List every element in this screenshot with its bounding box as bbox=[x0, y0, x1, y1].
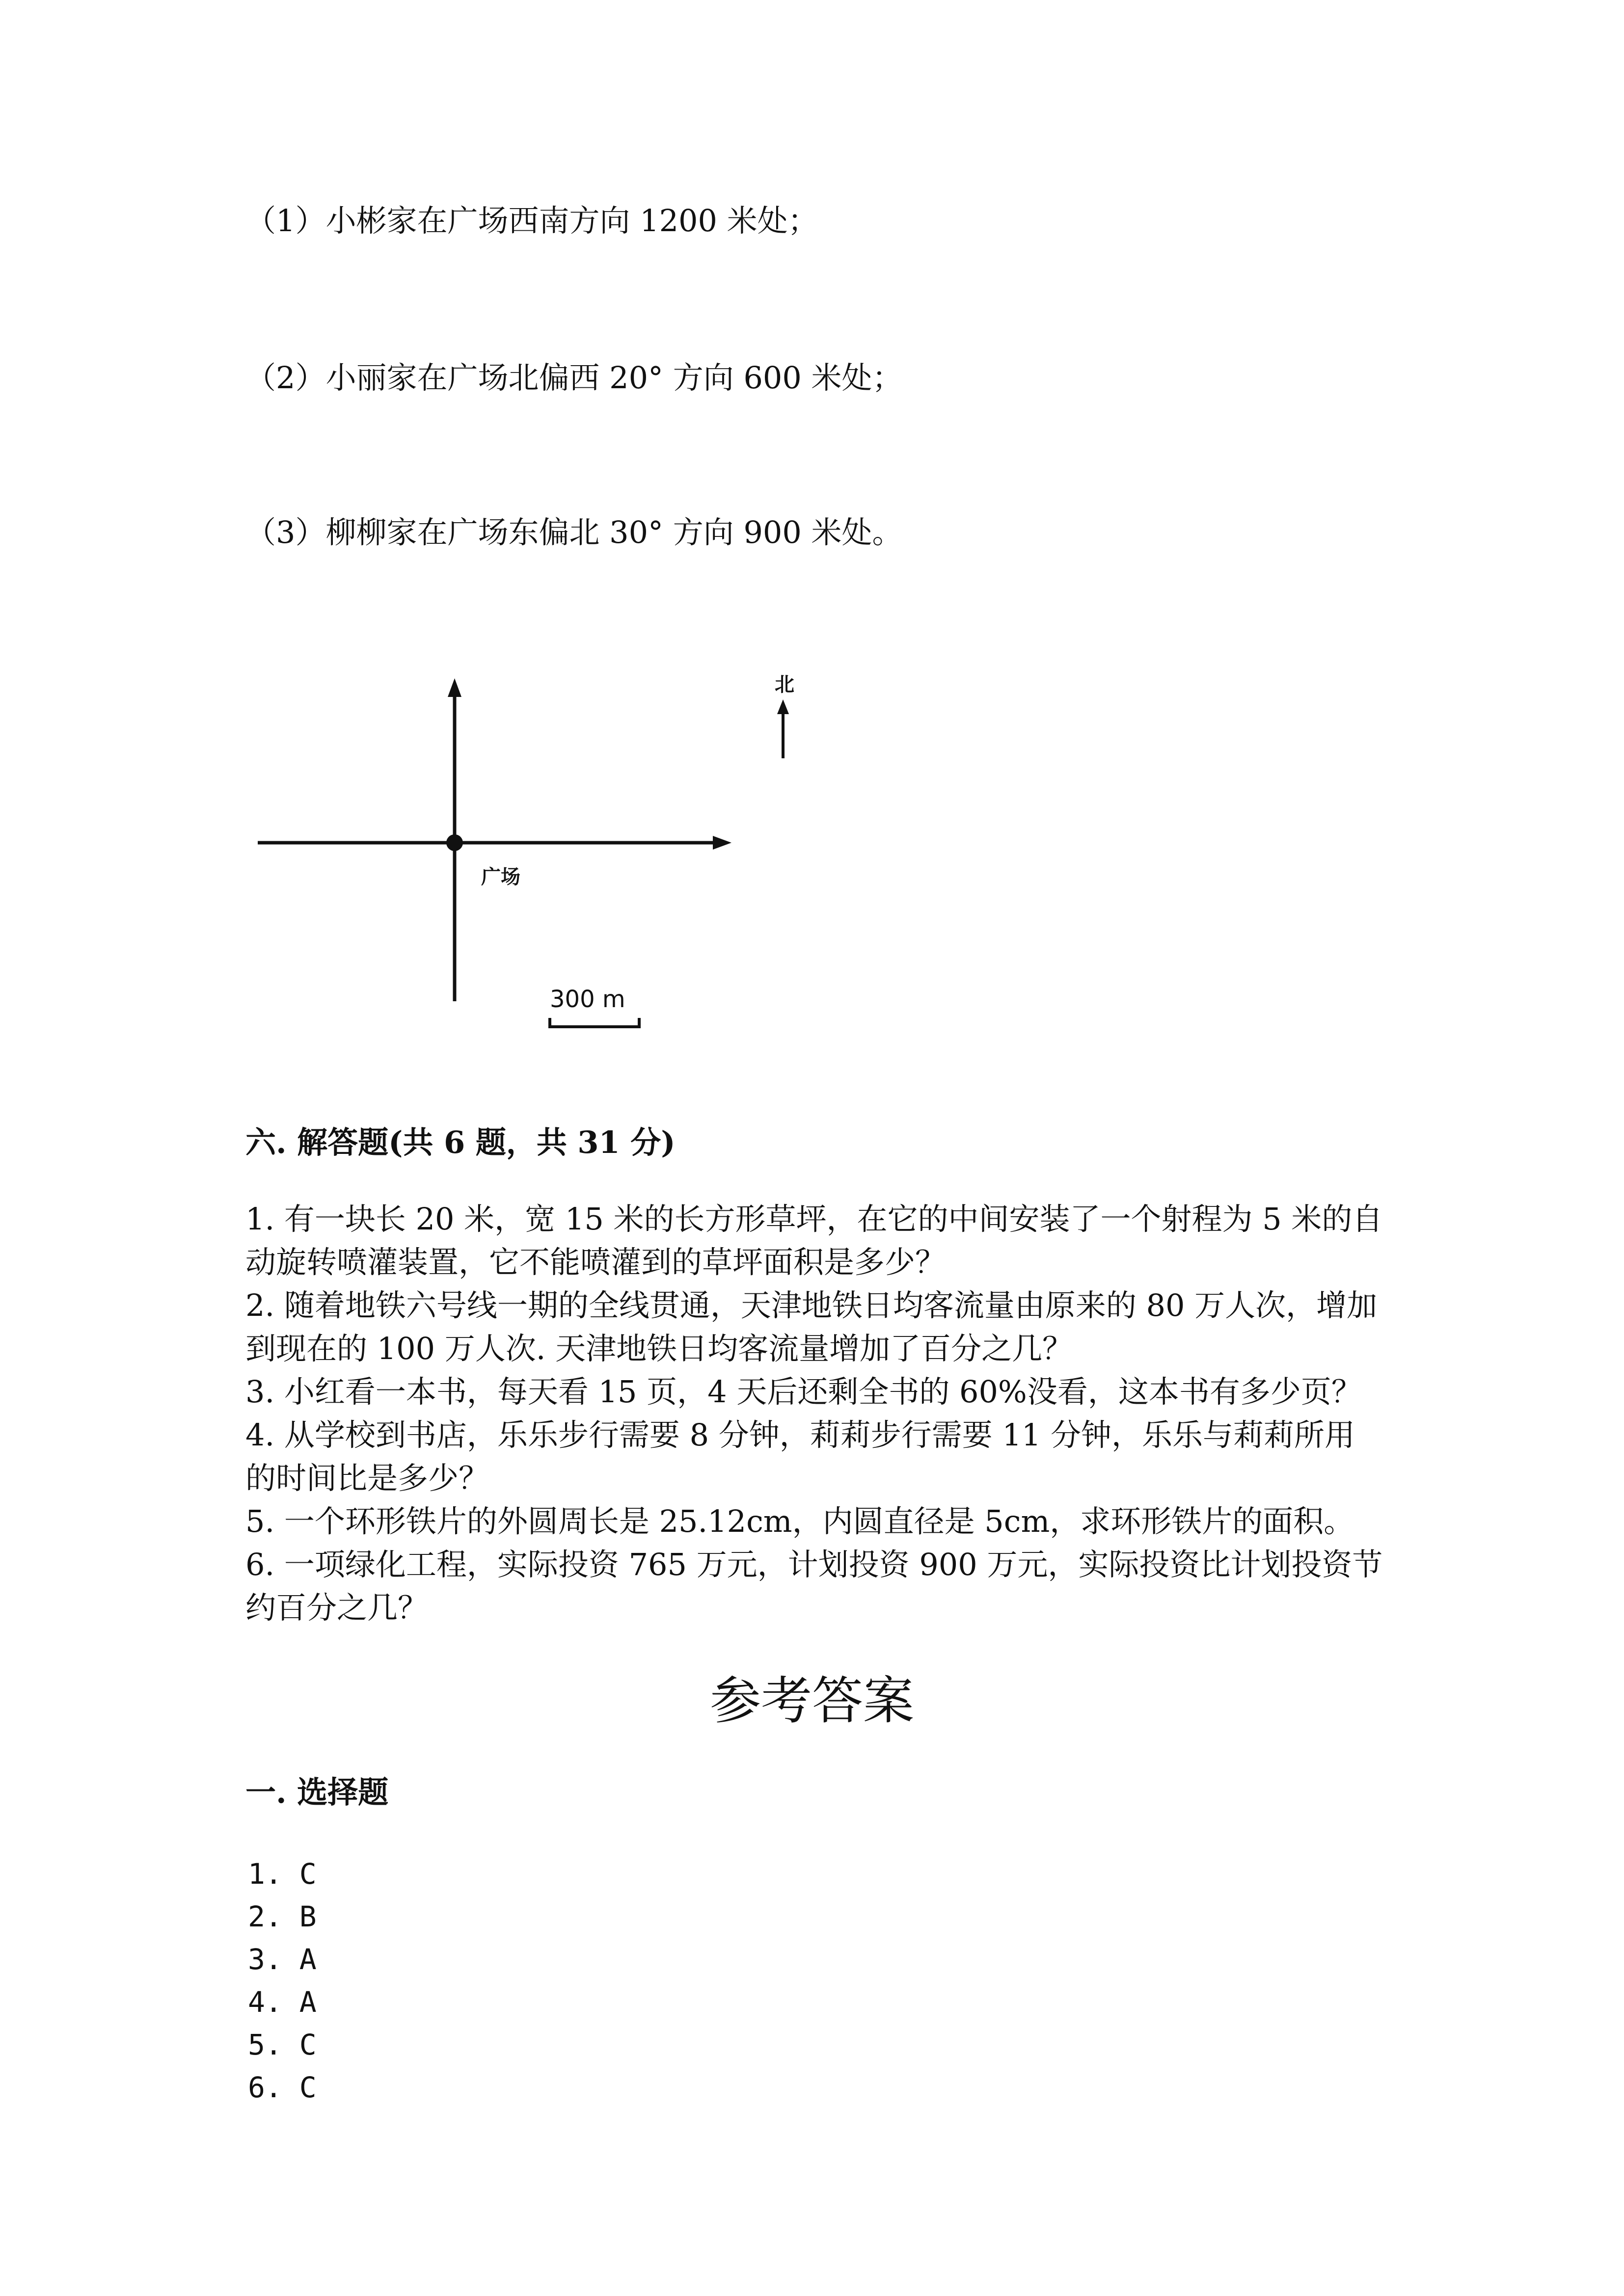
problem-list bbox=[245, 1198, 1384, 1629]
task-line-3: （3）柳柳家在广场东偏北 30° 方向 900 米处。 bbox=[245, 514, 903, 550]
problem-4: 4. 从学校到书店，乐乐步行需要 8 分钟，莉莉步行需要 11 分钟，乐乐与莉莉所用的时间比是多少？ bbox=[245, 1417, 1355, 1496]
answer-5: 5. C bbox=[248, 2028, 317, 2061]
plaza-point bbox=[446, 834, 463, 851]
task-line-2: （2）小丽家在广场北偏西 20° 方向 600 米处； bbox=[245, 360, 903, 396]
answer-3: 3. A bbox=[248, 1943, 317, 1976]
problem-5: 5. 一个环形铁片的外圆周长是 25.12cm，内圆直径是 5cm，求环形铁片的面积。 bbox=[245, 1503, 1354, 1539]
vertical-axis-arrow bbox=[448, 678, 461, 697]
answer-key-title: 参考答案 bbox=[709, 1671, 914, 1731]
answer-6: 6. C bbox=[248, 2071, 317, 2104]
problem-3: 3. 小红看一本书，每天看 15 页，4 天后还剩全书的 60%没看，这本书有多少页？ bbox=[245, 1374, 1362, 1410]
section-six-heading: 六. 解答题(共 6 题，共 31 分) bbox=[245, 1124, 676, 1160]
scale-label: 300 m bbox=[550, 986, 625, 1013]
north-arrow-icon bbox=[777, 699, 789, 714]
plaza-label: 广场 bbox=[481, 866, 520, 888]
section-one-heading: 一. 选择题 bbox=[245, 1774, 389, 1810]
answer-list bbox=[248, 1853, 317, 2109]
task-line-1: （1）小彬家在广场西南方向 1200 米处； bbox=[245, 203, 818, 239]
problem-6: 6. 一项绿化工程，实际投资 765 万元，计划投资 900 万元，实际投资比计划投资节约百分之几？ bbox=[245, 1547, 1383, 1626]
answer-1: 1. C bbox=[248, 1857, 317, 1891]
answer-2: 2. B bbox=[248, 1900, 317, 1933]
horizontal-axis-arrow bbox=[713, 836, 731, 850]
problem-2: 2. 随着地铁六号线一期的全线贯通，天津地铁日均客流量由原来的 80 万人次，增加到现在的 100 万人次. 天津地铁日均客流量增加了百分之几？ bbox=[245, 1287, 1378, 1366]
problem-1: 1. 有一块长 20 米，宽 15 米的长方形草坪，在它的中间安装了一个射程为 5 米的自动旋转喷灌装置，它不能喷灌到的草坪面积是多少？ bbox=[245, 1201, 1383, 1280]
north-label: 北 bbox=[775, 673, 794, 696]
answer-4: 4. A bbox=[248, 1985, 317, 2019]
